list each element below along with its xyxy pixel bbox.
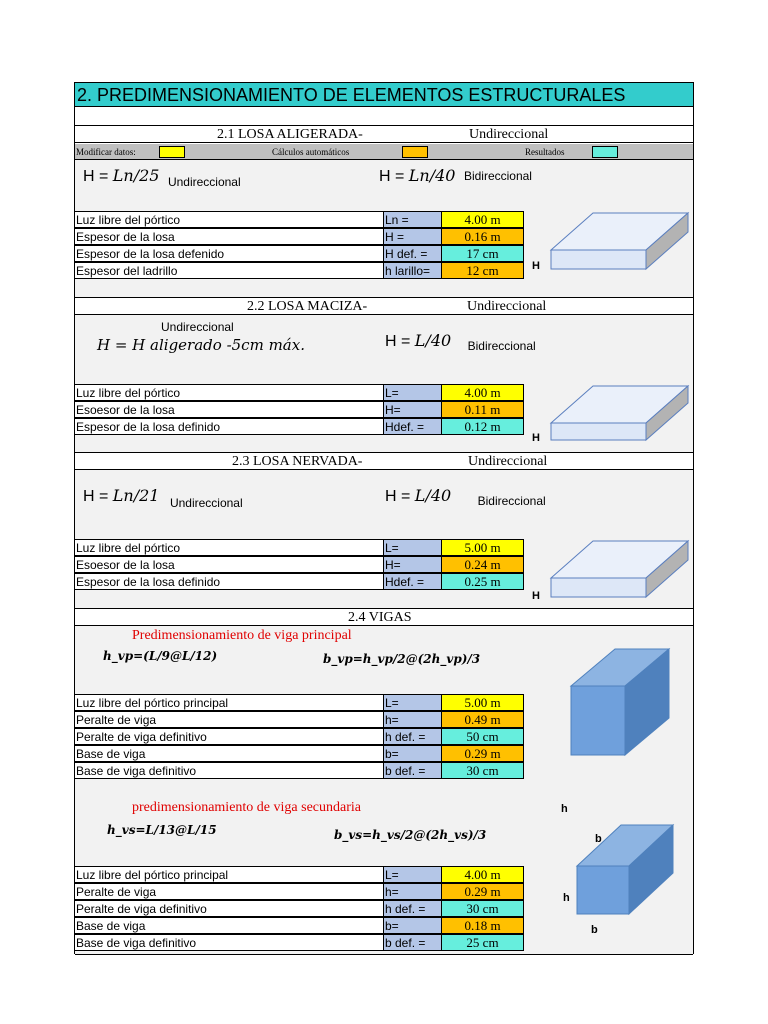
- section-header-losa-aligerada: [75, 125, 693, 143]
- row-value: 17 cm: [442, 245, 524, 262]
- row-label: Luz libre del pórtico: [75, 539, 384, 556]
- row-value[interactable]: 5.00 m: [442, 539, 524, 556]
- row-value: 0.25 m: [442, 573, 524, 590]
- slab-height-label: H: [532, 260, 540, 272]
- formula-math: L/40: [414, 486, 452, 505]
- formula-note: Bidireccional: [467, 339, 536, 353]
- secondary-beam-title: predimensionamiento de viga secundaria: [132, 800, 361, 815]
- legend-modify-label: Modificar datos:: [76, 147, 136, 157]
- row-label: Espesor de la losa definido: [75, 418, 384, 435]
- slab-figure: [521, 208, 697, 278]
- slab-height-label: H: [532, 432, 540, 444]
- legend-input-swatch: [159, 146, 185, 158]
- beam-figure: [555, 646, 675, 776]
- row-value: 50 cm: [442, 728, 524, 745]
- row-value[interactable]: 5.00 m: [442, 694, 524, 711]
- formula-math: Ln/21: [112, 486, 160, 505]
- row-label: Luz libre del pórtico: [75, 211, 384, 228]
- row-symbol: L=: [384, 539, 442, 556]
- row-label: Espesor de la losa definido: [75, 573, 384, 590]
- row-label: Espesor de la losa: [75, 228, 384, 245]
- formula-b-vp: b_vp=h_vp/2@(2h_vp)/3: [323, 652, 481, 666]
- row-symbol: H =: [384, 228, 442, 245]
- legend-calc-label: Cálculos automáticos: [272, 147, 350, 157]
- row-label: Luz libre del pórtico: [75, 384, 384, 401]
- row-symbol: L=: [384, 694, 442, 711]
- formula-math: Ln/25: [112, 166, 160, 185]
- section-title: 2.3 LOSA NERVADA-: [232, 454, 363, 469]
- row-value: 0.29 m: [442, 883, 524, 900]
- row-value: 30 cm: [442, 762, 524, 779]
- beam-height-label-secondary: h: [563, 892, 570, 904]
- section-body-losa-maciza: [75, 315, 693, 452]
- row-label: Luz libre del pórtico principal: [75, 694, 384, 711]
- row-value: 25 cm: [442, 934, 524, 951]
- section-title: 2.1 LOSA ALIGERADA-: [217, 127, 363, 142]
- row-symbol: H=: [384, 556, 442, 573]
- section-header-losa-nervada: [75, 452, 693, 470]
- color-legend: [75, 144, 693, 160]
- row-symbol: h larillo=: [384, 262, 442, 279]
- legend-calc-swatch: [402, 146, 428, 158]
- formula-text: H =: [385, 488, 415, 505]
- spreadsheet: [74, 82, 694, 954]
- row-symbol: h def. =: [384, 900, 442, 917]
- row-symbol: Hdef. =: [384, 573, 442, 590]
- formula-unidireccional: H = H aligerado -5cm máx.: [97, 336, 305, 354]
- formula-math: Ln/40: [408, 166, 456, 185]
- formula-bidireccional: [385, 486, 546, 508]
- section-body-losa-aligerada: [75, 160, 693, 297]
- row-label: Espesor de la losa defenido: [75, 245, 384, 262]
- row-label: Esoesor de la losa: [75, 556, 384, 573]
- formula-bidireccional: [379, 166, 532, 186]
- formula-math: L/40: [414, 331, 452, 350]
- section-title: 2.4 VIGAS: [348, 610, 412, 625]
- table-row: [75, 917, 693, 934]
- beam-height-label: h: [561, 803, 568, 815]
- formula-note: Undireccional: [167, 175, 241, 189]
- beam-base-label-secondary: b: [591, 924, 598, 936]
- formula-h-vs: h_vs=L/13@L/15: [107, 823, 217, 837]
- row-symbol: b def. =: [384, 762, 442, 779]
- row-label: Base de viga: [75, 745, 384, 762]
- row-symbol: h=: [384, 711, 442, 728]
- formula-unidireccional: [83, 486, 243, 510]
- formula-b-vs: b_vs=h_vs/2@(2h_vs)/3: [334, 828, 487, 842]
- row-value: 0.12 m: [442, 418, 524, 435]
- row-label: Espesor del ladrillo: [75, 262, 384, 279]
- row-value: 0.11 m: [442, 401, 524, 418]
- row-label: Peralte de viga definitivo: [75, 900, 384, 917]
- row-value: 12 cm: [442, 262, 524, 279]
- row-symbol: L=: [384, 866, 442, 883]
- beam-base-label: b: [595, 833, 602, 845]
- formula-text: H =: [385, 333, 415, 350]
- row-symbol: b=: [384, 745, 442, 762]
- section-body-vigas: [75, 626, 693, 955]
- formula-note: Bidireccional: [477, 494, 546, 508]
- row-label: Peralte de viga definitivo: [75, 728, 384, 745]
- row-label: Esoesor de la losa: [75, 401, 384, 418]
- slab-figure: [521, 381, 697, 451]
- formula-h-vp: h_vp=(L/9@L/12): [103, 649, 218, 663]
- formula-text: H =: [83, 488, 113, 505]
- formula-unidireccional: [83, 166, 241, 189]
- row-label: Peralte de viga: [75, 711, 384, 728]
- row-label: Peralte de viga: [75, 883, 384, 900]
- row-value: 30 cm: [442, 900, 524, 917]
- row-symbol: b def. =: [384, 934, 442, 951]
- row-label: Base de viga: [75, 917, 384, 934]
- principal-beam-title: Predimensionamiento de viga principal: [132, 628, 352, 643]
- blank-row: [75, 107, 693, 125]
- row-value[interactable]: 4.00 m: [442, 211, 524, 228]
- section-type: Undireccional: [469, 127, 549, 142]
- section-type: Undireccional: [467, 299, 547, 314]
- section-header-vigas: [75, 608, 693, 626]
- row-value: 0.49 m: [442, 711, 524, 728]
- section-title: 2.2 LOSA MACIZA-: [247, 299, 368, 314]
- row-value[interactable]: 4.00 m: [442, 866, 524, 883]
- row-symbol: L=: [384, 384, 442, 401]
- row-symbol: b=: [384, 917, 442, 934]
- legend-result-swatch: [592, 146, 618, 158]
- row-label: Base de viga definitivo: [75, 934, 384, 951]
- formula-text: H =: [379, 168, 409, 185]
- row-value: 0.18 m: [442, 917, 524, 934]
- row-value[interactable]: 4.00 m: [442, 384, 524, 401]
- table-row: [75, 934, 693, 951]
- formula-text: H =: [83, 168, 113, 185]
- legend-result-label: Resultados: [525, 147, 565, 157]
- sheet-bottom-border: [75, 954, 693, 955]
- row-label: Luz libre del pórtico principal: [75, 866, 384, 883]
- slab-height-label: H: [532, 590, 540, 602]
- beam-figure-secondary: [565, 822, 675, 918]
- row-value: 0.24 m: [442, 556, 524, 573]
- formula-note: Undireccional: [169, 496, 243, 510]
- section-header-losa-maciza: [75, 297, 693, 315]
- row-symbol: H def. =: [384, 245, 442, 262]
- section-type: Undireccional: [468, 454, 548, 469]
- formula-bidireccional: [385, 331, 536, 353]
- row-symbol: h=: [384, 883, 442, 900]
- row-value: 0.16 m: [442, 228, 524, 245]
- section-body-losa-nervada: [75, 470, 693, 608]
- page-title: 2. PREDIMENSIONAMIENTO DE ELEMENTOS ESTRUCTURALES: [75, 83, 693, 107]
- formula-note: Bidireccional: [463, 169, 532, 183]
- formula-top-note: Undireccional: [161, 320, 234, 334]
- row-symbol: Ln =: [384, 211, 442, 228]
- row-symbol: H=: [384, 401, 442, 418]
- row-value: 0.29 m: [442, 745, 524, 762]
- row-symbol: h def. =: [384, 728, 442, 745]
- row-symbol: Hdef. =: [384, 418, 442, 435]
- row-label: Base de viga definitivo: [75, 762, 384, 779]
- slab-figure: [521, 536, 697, 606]
